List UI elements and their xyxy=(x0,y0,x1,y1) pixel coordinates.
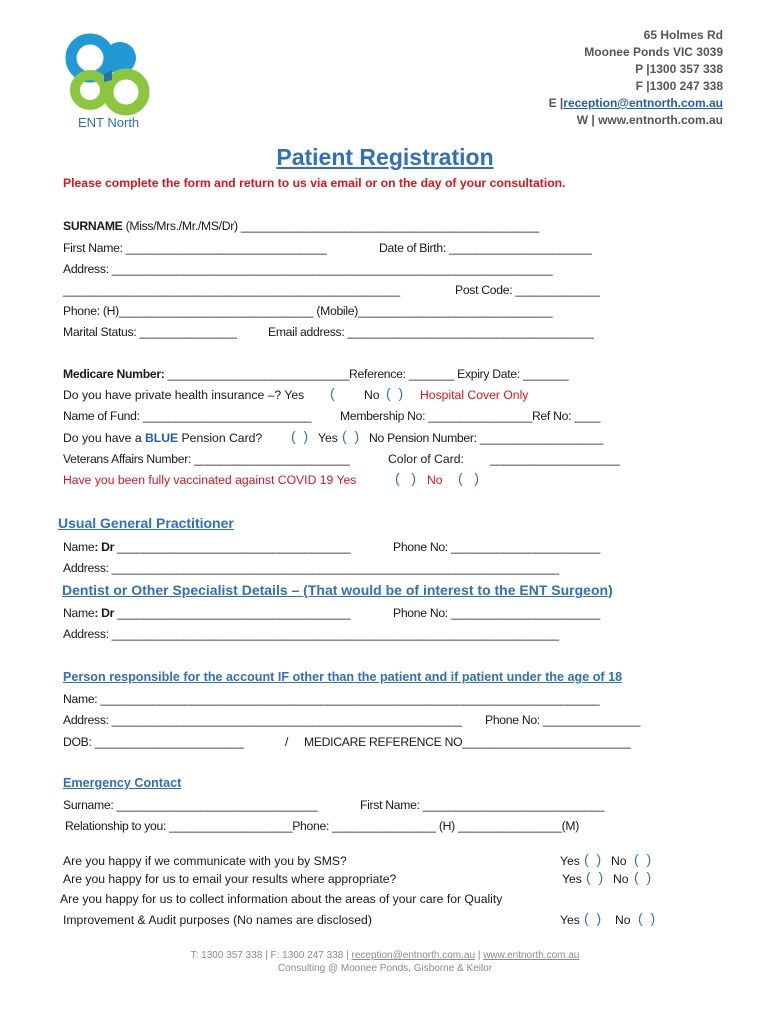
pension-number-field[interactable]: No Pension Number: ___________________ xyxy=(369,431,603,445)
health-no-label: No xyxy=(364,388,380,402)
footer-web-link[interactable]: www.entnorth.com.au xyxy=(483,950,580,961)
specialist-heading: Dentist or Other Specialist Details – (That would be of interest to the ENT Surgeon) xyxy=(62,582,613,598)
footer-contact: T: 1300 357 338 | F: 1300 247 338 | reception@entnorth.com.au | www.entnorth.com.au xyxy=(190,950,580,961)
slash-separator: / xyxy=(285,735,289,749)
sms-yes-label: Yes xyxy=(560,854,580,868)
veterans-field[interactable]: Veterans Affairs Number: ________________________ xyxy=(63,452,350,466)
email-field[interactable]: Email address: ______________________________________ xyxy=(268,325,594,339)
specialist-name-field[interactable]: Name: Dr ____________________________________ xyxy=(63,606,351,620)
responsible-name-field[interactable]: Name: _____________________________________________________________________________ xyxy=(63,692,600,706)
quality-no-checkbox[interactable]: ( ) xyxy=(638,910,656,926)
quality-yes-label: Yes xyxy=(560,913,580,927)
address-web: W | www.entnorth.com.au xyxy=(576,113,723,127)
surname-field[interactable]: SURNAME (Miss/Mrs./Mr./MS/Dr) ______________________________________________ xyxy=(63,219,539,233)
instruction-text: Please complete the form and return to us via email or on the day of your consultation. xyxy=(63,176,566,190)
responsible-medicare-field[interactable]: MEDICARE REFERENCE NO__________________________ xyxy=(304,735,631,749)
emergency-surname-field[interactable]: Surname: _______________________________ xyxy=(63,798,318,812)
responsible-dob-field[interactable]: DOB: _______________________ xyxy=(63,735,244,749)
pension-yes-label: Yes xyxy=(318,431,338,445)
address-field[interactable]: Address: ____________________________________________________________________ xyxy=(63,262,553,276)
covid-no-checkbox[interactable]: ( ) xyxy=(458,470,479,486)
emergency-relationship-field[interactable]: Relationship to you: ___________________Phone: ________________ (H) ________________(M) xyxy=(65,819,579,833)
emergency-first-name-field[interactable]: First Name: ____________________________ xyxy=(360,798,605,812)
emergency-heading: Emergency Contact xyxy=(63,776,182,790)
address-field-line2[interactable]: ____________________________________________________ xyxy=(63,283,400,297)
page-title: Patient Registration xyxy=(276,144,494,170)
quality-no-label: No xyxy=(615,913,631,927)
sms-yes-checkbox[interactable]: ( ) xyxy=(584,851,602,867)
gp-address-field[interactable]: Address: _____________________________________________________________________ xyxy=(63,561,559,575)
membership-field[interactable]: Membership No: ________________Ref No: ____ xyxy=(340,409,601,423)
covid-yes-checkbox[interactable]: ( ) xyxy=(395,470,416,486)
medicare-field[interactable]: Medicare Number: ____________________________Reference: _______ Expiry Date: _______ xyxy=(63,367,569,381)
address-street: 65 Holmes Rd xyxy=(643,28,723,42)
postcode-field[interactable]: Post Code: _____________ xyxy=(455,283,600,297)
phone-field[interactable]: Phone: (H)______________________________ (Mobile)______________________________ xyxy=(63,304,553,318)
covid-no-label: No xyxy=(427,473,443,487)
health-no-checkbox[interactable]: ( ) xyxy=(386,385,404,401)
email-results-question: Are you happy for us to email your results where appropriate? xyxy=(63,872,397,886)
sms-no-checkbox[interactable]: ( ) xyxy=(634,851,652,867)
gp-phone-field[interactable]: Phone No: _______________________ xyxy=(393,540,600,554)
sms-question: Are you happy if we communicate with you by SMS? xyxy=(63,854,347,868)
brand-name: ENT North xyxy=(78,115,140,130)
gp-heading: Usual General Practitioner xyxy=(58,515,234,531)
address-fax: F |1300 247 338 xyxy=(635,79,723,93)
quality-question-line2: Improvement & Audit purposes (No names are disclosed) xyxy=(63,913,372,927)
pension-question: Do you have a BLUE Pension Card? xyxy=(63,431,263,445)
responsible-heading: Person responsible for the account IF other than the patient and if patient under the age of 18 xyxy=(63,670,623,684)
email-link[interactable]: reception@entnorth.com.au xyxy=(563,96,723,110)
health-yes-checkbox[interactable]: ( xyxy=(330,385,335,401)
specialist-address-field[interactable]: Address: _____________________________________________________________________ xyxy=(63,627,559,641)
footer-email-link[interactable]: reception@entnorth.com.au xyxy=(351,950,476,961)
address-email: E |reception@entnorth.com.au xyxy=(548,96,723,110)
email-yes-label: Yes xyxy=(562,872,582,886)
pension-yes-checkbox[interactable]: ( ) xyxy=(342,428,360,444)
sms-no-label: No xyxy=(611,854,627,868)
responsible-phone-field[interactable]: Phone No: _______________ xyxy=(485,713,641,727)
first-name-field[interactable]: First Name: _______________________________ xyxy=(63,241,327,255)
responsible-address-field[interactable]: Address: ______________________________________________________ xyxy=(63,713,462,727)
address-phone: P |1300 357 338 xyxy=(635,62,723,76)
footer-locations: Consulting @ Moonee Ponds, Gisborne & Keilor xyxy=(277,963,493,974)
specialist-phone-field[interactable]: Phone No: _______________________ xyxy=(393,606,600,620)
covid-question: Have you been fully vaccinated against COVID 19 Yes xyxy=(63,473,357,487)
email-yes-checkbox[interactable]: ( ) xyxy=(586,869,604,885)
quality-question-line1: Are you happy for us to collect information about the areas of your care for Quality xyxy=(60,892,503,906)
marital-status-field[interactable]: Marital Status: _______________ xyxy=(63,325,237,339)
dob-field[interactable]: Date of Birth: ______________________ xyxy=(379,241,592,255)
pension-checkbox[interactable]: ( ) xyxy=(291,428,309,444)
card-color-label: Color of Card: xyxy=(388,452,464,466)
fund-name-field[interactable]: Name of Fund: __________________________ xyxy=(63,409,312,423)
card-color-field[interactable]: ____________________ xyxy=(490,452,620,466)
hospital-cover-label: Hospital Cover Only xyxy=(420,388,529,402)
gp-name-field[interactable]: Name: Dr ____________________________________ xyxy=(63,540,351,554)
email-no-label: No xyxy=(613,872,629,886)
health-insurance-question: Do you have private health insurance –? Yes xyxy=(63,388,305,402)
email-no-checkbox[interactable]: ( ) xyxy=(634,869,652,885)
address-suburb: Moonee Ponds VIC 3039 xyxy=(584,45,723,59)
quality-yes-checkbox[interactable]: ( ) xyxy=(584,910,602,926)
